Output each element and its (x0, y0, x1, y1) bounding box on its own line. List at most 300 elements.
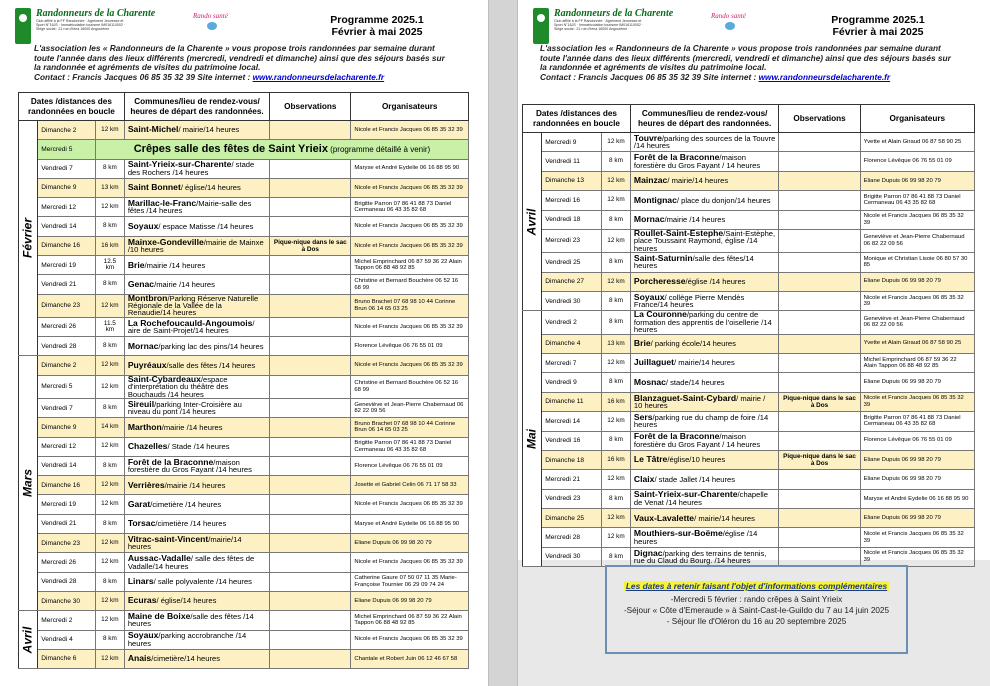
table-row (19, 198, 469, 217)
row-distance: 12 km (95, 611, 124, 630)
row-distance: 12 km (602, 528, 631, 547)
club-name: Randonneurs de la Charente (36, 8, 156, 19)
page-2 (518, 0, 990, 566)
row-place (630, 229, 779, 252)
row-date: Vendredi 30 (542, 547, 602, 566)
rando-sante-logo-icon (711, 10, 749, 32)
intro-text (34, 44, 454, 82)
row-observation (270, 572, 351, 591)
row-date: Dimanche 2 (38, 356, 96, 375)
row-observation (270, 294, 351, 317)
row-observation: Pique-nique dans le sac à Dos (270, 236, 351, 255)
schedule-table-apr-may (522, 104, 975, 567)
schedule-table-feb-apr (18, 92, 469, 669)
row-organizers: Nicole et Francis Jacques 06 85 35 32 39 (860, 547, 974, 566)
row-observation (779, 210, 860, 229)
row-organizers: Michel Emprinchard 06 87 59 36 22 Alain Tappon 06 88 48 92 85 (860, 353, 974, 372)
row-place (124, 356, 269, 375)
row-observation (270, 399, 351, 418)
page-header (518, 0, 990, 92)
row-organizers: Brigitte Parron 07 86 41 88 73 Daniel Cermaneau 06 43 35 82 68 (860, 412, 974, 431)
table-row (19, 630, 469, 649)
row-date: Mercredi 9 (542, 133, 602, 152)
place-detail: /Mairie-salle des fêtes /14 heures (127, 198, 252, 216)
row-place (124, 275, 269, 294)
row-place (124, 534, 269, 553)
row-observation (779, 272, 860, 291)
table-row (19, 159, 469, 178)
row-organizers: Eliane Dupuis 06 99 98 20 79 (860, 470, 974, 489)
row-place (630, 291, 779, 310)
row-date: Vendredi 23 (542, 489, 602, 508)
title-line-1: Programme 2025.1 (831, 14, 925, 26)
place-detail: /maison forestière du Gros Fayant / 14 heures (633, 153, 761, 170)
row-date: Mercredi 19 (38, 256, 96, 275)
place-detail: /Saint-Estèphe, place Toussaint Raymond, église /14 heures (633, 228, 776, 253)
row-distance: 8 km (95, 456, 124, 475)
row-date: Mercredi 19 (38, 495, 96, 514)
row-observation (270, 649, 351, 668)
row-date: Dimanche 2 (38, 121, 96, 140)
row-place (630, 470, 779, 489)
row-observation (270, 534, 351, 553)
row-place (630, 392, 779, 411)
place-detail: / stade des Rochers /14 heures (127, 160, 255, 177)
row-place (124, 591, 269, 610)
place-name: Montignac (633, 194, 677, 205)
row-distance: 8 km (95, 217, 124, 236)
table-row (19, 456, 469, 475)
row-observation (270, 456, 351, 475)
table-row (523, 253, 975, 272)
row-organizers: Florence Lévêque 06 76 55 01 09 (860, 152, 974, 171)
row-date: Dimanche 18 (542, 450, 602, 469)
place-detail: /salle des fêtes/14 heures (633, 253, 754, 271)
row-organizers: Eliane Dupuis 06 99 98 20 79 (860, 272, 974, 291)
row-observation (270, 317, 351, 336)
row-organizers: Christine et Bernard Bouchère 06 52 16 68 99 (351, 275, 469, 294)
month-label: Mai (524, 428, 539, 449)
row-organizers: Nicole et Francis Jacques 06 85 35 32 39 (351, 121, 469, 140)
row-date: Mercredi 5 (38, 140, 96, 159)
header-dates: Dates /distances des randonnées en boucle (523, 105, 631, 133)
row-distance: 12 km (95, 437, 124, 456)
row-place (630, 450, 779, 469)
row-distance: 8 km (95, 572, 124, 591)
place-detail: / stade/14 heures (665, 377, 725, 387)
place-name: Anais (127, 653, 152, 664)
table-row (523, 272, 975, 291)
table-row (523, 334, 975, 353)
row-date: Dimanche 23 (38, 294, 96, 317)
place-name: Torsac (127, 518, 156, 529)
row-place (630, 210, 779, 229)
row-date: Dimanche 6 (38, 649, 96, 668)
rando-sante-label: Rando santé (711, 12, 746, 20)
row-organizers: Florence Lévêque 06 76 55 01 09 (860, 431, 974, 450)
title-line-1: Programme 2025.1 (330, 14, 424, 26)
place-name: Blanzaguet-Saint-Cybard (633, 392, 737, 403)
place-name: Saint-Yrieix-sur-Charente (633, 489, 738, 500)
place-detail: / parking école/14 heures (650, 339, 736, 349)
place-name: Dignac (633, 547, 663, 558)
place-name: Soyaux (127, 220, 159, 231)
row-distance: 8 km (602, 547, 631, 566)
row-observation (270, 611, 351, 630)
place-detail: / église/14 heures (156, 596, 217, 606)
table-row (19, 572, 469, 591)
table-row (523, 373, 975, 392)
row-date: Dimanche 9 (38, 418, 96, 437)
row-organizers: Florence Lévêque 06 76 55 01 09 (351, 456, 469, 475)
place-name: Brie (633, 338, 651, 349)
place-name: Forêt de la Braconne (633, 152, 720, 163)
row-distance: 12 km (602, 412, 631, 431)
row-distance: 16 km (95, 236, 124, 255)
row-observation (270, 337, 351, 356)
place-detail: /église /14 heures (633, 529, 758, 546)
row-observation (779, 311, 860, 334)
place-name: Mouthiers-sur-Boëme (633, 528, 723, 539)
row-date: Dimanche 27 (542, 272, 602, 291)
row-date: Mercredi 23 (542, 229, 602, 252)
row-organizers: Eliane Dupuis 06 99 98 20 79 (860, 450, 974, 469)
row-organizers: Chantale et Robert Juin 06 12 46 67 58 (351, 649, 469, 668)
row-distance: 8 km (602, 210, 631, 229)
table-row (19, 178, 469, 197)
row-place (124, 256, 269, 275)
row-distance: 8 km (602, 431, 631, 450)
table-row (19, 140, 469, 159)
place-name: Brie (127, 259, 145, 270)
row-distance: 8 km (95, 514, 124, 533)
row-organizers: Brigitte Parron 07 86 41 88 73 Daniel Cermaneau 06 43 35 82 68 (860, 191, 974, 210)
row-organizers: Nicole et Francis Jacques 06 85 35 32 39 (351, 553, 469, 572)
row-date: Vendredi 4 (38, 630, 96, 649)
row-place (630, 191, 779, 210)
table-row (19, 476, 469, 495)
place-name: Garat (127, 498, 151, 509)
row-observation (779, 489, 860, 508)
place-detail: /parking des terrains de tennis, rue du Claud du Bourg. /14 heures (633, 548, 767, 566)
info-box (605, 565, 908, 654)
table-row (523, 229, 975, 252)
place-name: Saint-Saturnin (633, 252, 693, 263)
place-detail: / église/14 heures (180, 183, 241, 193)
table-row (523, 392, 975, 411)
row-distance: 12 km (602, 272, 631, 291)
row-date: Mercredi 26 (38, 317, 96, 336)
row-date: Vendredi 28 (38, 572, 96, 591)
row-observation (779, 547, 860, 566)
row-place (630, 334, 779, 353)
row-date: Vendredi 2 (542, 311, 602, 334)
row-date: Dimanche 25 (542, 509, 602, 528)
row-organizers: Bruno Brachet 07 68 98 10 44 Corinne Brun 06 14 65 03 25 (351, 418, 469, 437)
row-distance: 12 km (95, 198, 124, 217)
month-label: Février (20, 218, 35, 259)
row-date: Dimanche 30 (38, 591, 96, 610)
table-row (19, 418, 469, 437)
row-place (124, 495, 269, 514)
row-distance: 8 km (95, 159, 124, 178)
row-organizers: Brigitte Parron 07 86 41 88 73 Daniel Cermaneau 06 43 35 82 68 (351, 198, 469, 217)
row-date: Vendredi 25 (542, 253, 602, 272)
row-organizers: Michel Emprinchard 06 87 59 36 22 Alain Tappon 06 88 48 92 85 (351, 611, 469, 630)
row-observation (779, 509, 860, 528)
row-place (630, 547, 779, 566)
row-date: Vendredi 30 (542, 291, 602, 310)
row-place (124, 317, 269, 336)
place-name: Marillac-le-Franc (127, 197, 197, 208)
place-detail: /cimetière /14 heures (150, 499, 222, 509)
row-distance: 12 km (602, 509, 631, 528)
website-link[interactable]: www.randonneursdelacharente.fr (758, 71, 891, 82)
row-organizers: Nicole et Francis Jacques 06 85 35 32 39 (860, 210, 974, 229)
row-place (630, 412, 779, 431)
row-date: Dimanche 16 (38, 476, 96, 495)
row-observation (270, 495, 351, 514)
row-organizers: Geneviève et Jean-Pierre Chabernaud 06 82 22 09 56 (351, 399, 469, 418)
row-place (124, 514, 269, 533)
place-name: La Rochefoucauld-Angoumois (127, 317, 253, 328)
table-row (523, 509, 975, 528)
row-date: Mercredi 28 (542, 528, 602, 547)
place-name: Forêt de la Braconne (633, 431, 720, 442)
row-place (124, 236, 269, 255)
place-detail: / aire de Saint-Projet/14 heures (127, 318, 255, 336)
place-name: La Couronne (633, 309, 687, 320)
contact-text: Contact : Francis Jacques 06 85 35 32 39 Site internet : (34, 71, 253, 82)
row-place (630, 528, 779, 547)
table-row (523, 547, 975, 566)
intro-paragraph: L'association les « Randonneurs de la Charente » vous propose trois randonnées par semaine durant toute l'année dans des lieux différents (mercredi, vendredi et dimanche) ainsi que des séjours basés sur la randonnée et agréments de visites du patrimoine local. (34, 43, 445, 72)
row-observation (779, 229, 860, 252)
row-observation (779, 334, 860, 353)
header-lieu: Communes/lieu de rendez-vous/ heures de départ des randonnées. (630, 105, 779, 133)
row-distance: 12 km (602, 470, 631, 489)
row-place (124, 337, 269, 356)
row-observation: Pique-nique dans le sac à Dos (779, 450, 860, 469)
info-line: -Mercredi 5 février : rando crêpes à Saint Yrieix (670, 595, 843, 604)
row-organizers: Bruno Brachet 07 68 98 10 44 Corinne Brun 06 14 65 03 25 (351, 294, 469, 317)
row-date: Mercredi 12 (38, 198, 96, 217)
row-place (630, 253, 779, 272)
place-name: Ecuras (127, 595, 157, 606)
place-detail: /maison forestière du Gros Fayant /14 heures (127, 457, 252, 475)
table-row (19, 256, 469, 275)
place-detail: / collège Pierre Mendès France/14 heures (633, 292, 745, 310)
place-name: Le Tâtre (633, 454, 668, 465)
row-distance: 12 km (95, 375, 124, 398)
row-date: Dimanche 9 (38, 178, 96, 197)
row-date: Vendredi 14 (38, 217, 96, 236)
row-distance: 12 km (95, 649, 124, 668)
row-organizers: Nicole et Francis Jacques 06 85 35 32 39 (351, 630, 469, 649)
table-row (523, 450, 975, 469)
place-detail: /église /14 heures (685, 277, 746, 287)
table-row (523, 133, 975, 152)
row-distance: 16 km (602, 392, 631, 411)
row-place (124, 375, 269, 398)
row-distance: 12 km (95, 294, 124, 317)
header-dates: Dates /distances des randonnées en boucle (19, 93, 125, 121)
place-detail: /mairie /14 heures (154, 279, 215, 289)
row-organizers: Nicole et Francis Jacques 06 85 35 32 39 (860, 528, 974, 547)
club-logo-icon (533, 8, 549, 44)
row-place (630, 509, 779, 528)
row-observation: Pique-nique dans le sac à Dos (779, 392, 860, 411)
row-place (124, 399, 269, 418)
place-name: Mosnac (633, 376, 666, 387)
table-row (523, 489, 975, 508)
place-name: Verrières (127, 479, 165, 490)
place-detail: /mairie /14 heures (161, 422, 223, 432)
row-place (124, 178, 269, 197)
place-name: Sireuil (127, 398, 155, 409)
intro-text (540, 44, 960, 82)
row-organizers: Maryse et André Eydelie 06 16 88 95 90 (860, 489, 974, 508)
place-name: Maine de Boixe (127, 611, 191, 621)
place-name: Genac (127, 278, 155, 289)
rando-sante-label: Rando santé (193, 12, 228, 20)
row-distance: 13 km (95, 178, 124, 197)
row-organizers: Eliane Dupuis 06 99 98 20 79 (860, 171, 974, 190)
place-name: Mornac (127, 340, 159, 351)
table-row (19, 649, 469, 668)
row-distance: 12 km (602, 353, 631, 372)
program-title (317, 14, 437, 38)
club-name: Randonneurs de la Charente (554, 8, 674, 19)
row-distance: 12 km (602, 229, 631, 252)
page-1 (0, 0, 488, 686)
table-row (19, 275, 469, 294)
event-detail: (programme détaillé à venir) (327, 144, 431, 154)
row-date: Dimanche 23 (38, 534, 96, 553)
table-row (19, 591, 469, 610)
table-row (19, 553, 469, 572)
contact-text: Contact : Francis Jacques 06 85 35 32 39 Site internet : (540, 71, 759, 82)
intro-paragraph: L'association les « Randonneurs de la Charente » vous propose trois randonnées par semaine durant toute l'année dans des lieux différents (mercredi, vendredi et dimanche) ainsi que des séjours basés sur la randonnée et agréments de visites du patrimoine local. (540, 43, 951, 72)
place-detail: / stade Jallet /14 heures (654, 474, 736, 484)
row-organizers: Florence Lévêque 06 76 55 01 09 (351, 337, 469, 356)
place-detail: /parking du centre de formation des apprentis de l'oisellerie /14 heures (633, 310, 772, 335)
table-row (523, 528, 975, 547)
place-detail: /maison forestière du Gros Fayant / 14 heures (633, 432, 761, 449)
row-observation (270, 630, 351, 649)
row-distance: 11.5 km (95, 317, 124, 336)
website-link[interactable]: www.randonneursdelacharente.fr (252, 71, 385, 82)
table-row (19, 317, 469, 336)
row-place (630, 171, 779, 190)
row-distance: 12.5 km (95, 256, 124, 275)
row-place (124, 649, 269, 668)
row-observation (779, 133, 860, 152)
row-organizers: Yvette et Alain Giraud 06 87 58 90 25 (860, 133, 974, 152)
row-organizers: Eliane Dupuis 06 99 98 20 79 (860, 509, 974, 528)
row-place (124, 553, 269, 572)
row-date: Mercredi 2 (38, 611, 96, 630)
row-organizers: Nicole et Francis Jacques 06 85 35 32 39 (351, 495, 469, 514)
place-name: Chazelles (127, 441, 168, 452)
place-name: Saint-Yrieix-sur-Charente (127, 159, 232, 170)
table-row (523, 152, 975, 171)
row-place (124, 437, 269, 456)
row-organizers: Nicole et Francis Jacques 06 85 35 32 39 (351, 217, 469, 236)
row-place (124, 630, 269, 649)
row-place (630, 152, 779, 171)
row-place (630, 353, 779, 372)
row-distance: 12 km (602, 133, 631, 152)
table-row (19, 217, 469, 236)
month-cell (19, 121, 38, 356)
row-place (630, 272, 779, 291)
row-place (124, 198, 269, 217)
place-name: Mainzac (633, 175, 668, 186)
place-detail: /espace d'interprétation du théâtre des Bouchauds /14 heures (127, 374, 229, 399)
place-name: Forêt de la Braconne (127, 456, 214, 467)
row-event (95, 140, 468, 159)
row-date: Vendredi 21 (38, 514, 96, 533)
place-name: Vaux-Lavalette (633, 512, 695, 523)
place-detail: /mairie/14 heures (127, 534, 242, 552)
row-date: Vendredi 18 (542, 210, 602, 229)
row-distance: 12 km (602, 171, 631, 190)
row-organizers: Nicole et Francis Jacques 06 85 35 32 39 (860, 392, 974, 411)
table-row (523, 191, 975, 210)
club-logo-icon (15, 8, 31, 44)
row-date: Vendredi 7 (38, 159, 96, 178)
program-title (818, 14, 938, 38)
row-organizers: Monique et Christian Lisoie 06 80 57 30 85 (860, 253, 974, 272)
info-line: -Séjour « Côte d'Emeraude » à Saint-Cast-le-Guildo du 7 au 14 juin 2025 (623, 606, 890, 616)
row-organizers: Eliane Dupuis 06 99 98 20 79 (351, 591, 469, 610)
row-place (630, 133, 779, 152)
row-place (124, 159, 269, 178)
place-name: Vitrac-saint-Vincent (127, 533, 209, 544)
page-separator (488, 0, 518, 686)
row-observation (779, 191, 860, 210)
row-observation (270, 275, 351, 294)
row-observation (270, 476, 351, 495)
row-place (124, 611, 269, 630)
row-place (630, 311, 779, 334)
club-subtitle: Club affilié à la FF Randonnée · Agrément Jeunesse et Sport N°16JS · Immatriculation tourisme IM016110002 · Siège social : 21 rue d'Iéna 16000 Angoulême (36, 19, 126, 32)
row-organizers: Nicole et Francis Jacques 06 85 35 32 39 (351, 236, 469, 255)
row-observation (779, 171, 860, 190)
place-detail: / mairie / 10 heures (633, 393, 766, 410)
place-detail: /mairie /14 heures (164, 480, 226, 490)
row-distance: 8 km (95, 399, 124, 418)
place-detail: /parking Inter-Croisière au niveau du pont /14 heures (127, 399, 242, 417)
row-date: Dimanche 11 (542, 392, 602, 411)
row-observation (270, 418, 351, 437)
row-distance: 13 km (602, 334, 631, 353)
row-distance: 12 km (95, 553, 124, 572)
place-detail: /salle des fêtes /14 heures (166, 360, 256, 370)
row-observation (270, 178, 351, 197)
row-observation (270, 591, 351, 610)
table-row (523, 171, 975, 190)
row-organizers: Maryse et André Eydelie 06 16 88 95 90 (351, 514, 469, 533)
place-detail: /mairie de Mainxe /10 heures (127, 237, 264, 254)
row-distance: 12 km (602, 191, 631, 210)
place-name: Saint Bonnet (127, 182, 181, 193)
row-distance: 8 km (602, 152, 631, 171)
row-observation (270, 159, 351, 178)
header-observations: Observations (779, 105, 860, 133)
place-detail: /parking lac des pins/14 heures (158, 341, 264, 351)
